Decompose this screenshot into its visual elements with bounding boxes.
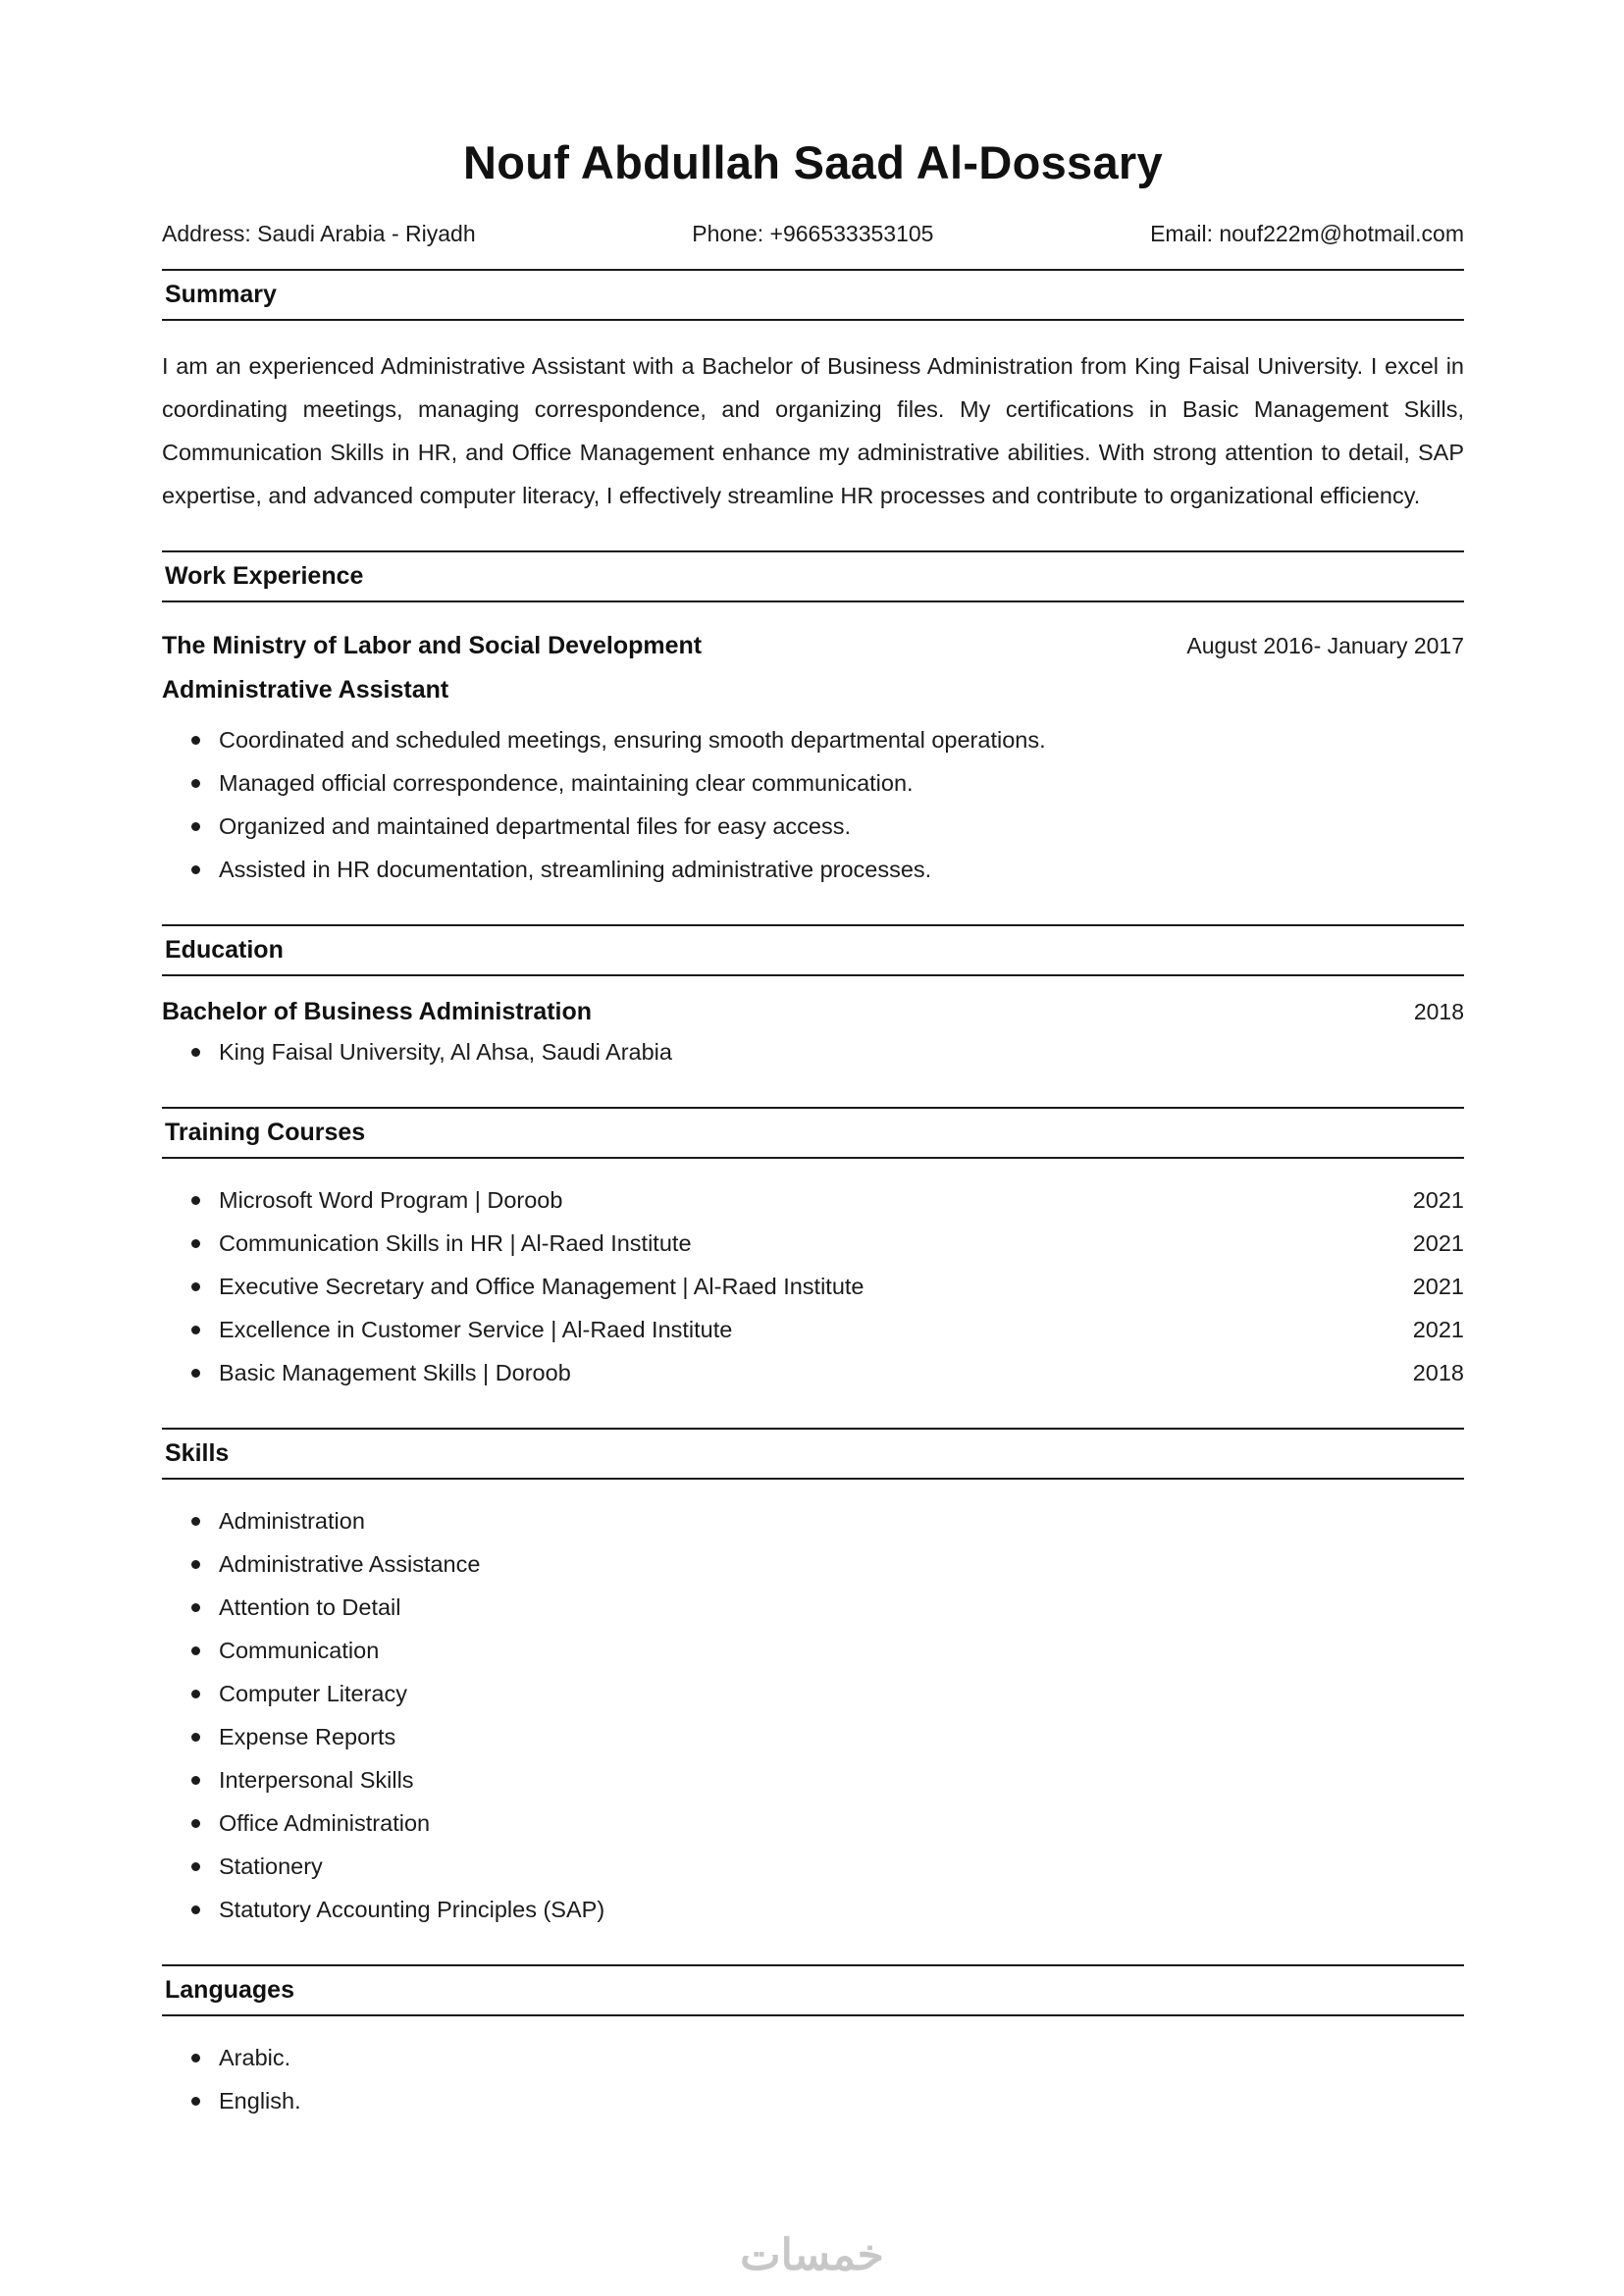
khamsat-watermark: خمسات [740,2231,884,2279]
bullet-icon [191,1905,200,1914]
training-course-year: 2021 [1412,1317,1464,1342]
work-bullet-text: Assisted in HR documentation, streamlining administrative processes. [219,857,932,882]
bullet-icon [191,1862,200,1871]
list-item [162,1672,1464,1715]
bullet-icon [191,2097,200,2106]
bullet-icon [191,865,200,874]
training-course-label: Excellence in Customer Service | Al-Raed Institute [219,1317,733,1342]
skill-label: Interpersonal Skills [219,1767,414,1793]
contact-email: Email: nouf222m@hotmail.com [1150,221,1464,246]
skill-label: Communication [219,1638,380,1663]
skill-label: Statutory Accounting Principles (SAP) [219,1897,605,1922]
section-header-skills: Skills [162,1428,1464,1480]
bullet-icon [191,1048,200,1057]
bullet-icon [191,2054,200,2062]
bullet-icon [191,736,200,745]
candidate-name: Nouf Abdullah Saad Al-Dossary [463,136,1163,188]
bullet-icon [191,1733,200,1742]
section-header-education: Education [162,924,1464,976]
contact-address: Address: Saudi Arabia - Riyadh [162,221,476,246]
degree-year: 2018 [1413,999,1464,1024]
skill-label: Administrative Assistance [219,1551,481,1577]
list-item [162,2036,1464,2079]
skills-list [162,1499,1464,1931]
skill-label: Expense Reports [219,1724,396,1749]
bullet-icon [191,1239,200,1248]
list-item [162,1758,1464,1801]
languages-list [162,2036,1464,2122]
degree-name: Bachelor of Business Administration [162,998,593,1025]
bullet-icon [191,1369,200,1378]
list-item [162,1499,1464,1542]
bullet-icon [191,1196,200,1205]
contact-phone: Phone: +966533353105 [692,221,934,246]
list-item [162,1308,1464,1351]
section-header-summary: Summary [162,269,1464,321]
employment-dates: August 2016- January 2017 [1186,633,1464,658]
section-header-work-experience: Work Experience [162,550,1464,602]
list-item [162,761,1464,805]
training-course-year: 2021 [1412,1230,1464,1256]
skill-label: Attention to Detail [219,1594,401,1620]
list-item [162,718,1464,761]
bullet-icon [191,822,200,831]
list-item [162,1222,1464,1265]
list-item [162,848,1464,891]
training-list [162,1178,1464,1394]
bullet-icon [191,1282,200,1291]
work-bullet-text: Organized and maintained departmental files for easy access. [219,813,851,839]
list-item [162,2079,1464,2122]
language-label: Arabic. [219,2045,291,2070]
training-course-label: Microsoft Word Program | Doroob [219,1187,563,1213]
training-course-year: 2018 [1412,1360,1464,1385]
list-item [162,1542,1464,1586]
degree-header [162,998,1464,1026]
training-course-label: Basic Management Skills | Doroob [219,1360,571,1385]
bullet-icon [191,1326,200,1334]
list-item [162,1178,1464,1222]
skill-label: Computer Literacy [219,1681,407,1706]
job-header [162,632,1464,660]
section-header-languages: Languages [162,1964,1464,2016]
skill-label: Administration [219,1508,365,1534]
work-bullet-text: Coordinated and scheduled meetings, ensuring smooth departmental operations. [219,727,1046,753]
training-course-label: Executive Secretary and Office Management | Al-Raed Institute [219,1274,864,1299]
list-item [162,1586,1464,1629]
summary-text: I am an experienced Administrative Assistant with a Bachelor of Business Administration from King Faisal University. I excel in coordinating meetings, managing correspondence, and organizing files. My certifications in Basic Management Skills, Communication Skills in HR, and Office Management enhance my administrative abilities. With strong attention to detail, SAP expertise, and advanced computer literacy, I effectively streamline HR processes and contribute to organizational efficiency. [162,353,1464,508]
bullet-icon [191,1819,200,1828]
list-item [162,1715,1464,1758]
language-label: English. [219,2088,301,2113]
list-item [162,805,1464,848]
list-item [162,1845,1464,1888]
list-item [162,1888,1464,1931]
school-name: King Faisal University, Al Ahsa, Saudi Arabia [219,1039,672,1065]
list-item [162,1265,1464,1308]
contact-row [162,221,1464,247]
job-role: Administrative Assistant [162,676,449,704]
training-course-year: 2021 [1412,1187,1464,1213]
list-item [162,1351,1464,1394]
bullet-icon [191,779,200,788]
employer-name: The Ministry of Labor and Social Development [162,632,703,659]
skill-label: Office Administration [219,1810,431,1836]
training-course-label: Communication Skills in HR | Al-Raed Institute [219,1230,692,1256]
education-bullets [162,1030,1464,1073]
list-item [162,1629,1464,1672]
bullet-icon [191,1517,200,1526]
section-header-training: Training Courses [162,1107,1464,1159]
list-item [162,1030,1464,1073]
skill-label: Stationery [219,1853,323,1879]
training-course-year: 2021 [1412,1274,1464,1299]
bullet-icon [191,1776,200,1785]
bullet-icon [191,1690,200,1698]
bullet-icon [191,1560,200,1569]
work-experience-bullets [162,718,1464,891]
work-bullet-text: Managed official correspondence, maintaining clear communication. [219,770,914,796]
list-item [162,1801,1464,1845]
bullet-icon [191,1603,200,1612]
bullet-icon [191,1646,200,1655]
